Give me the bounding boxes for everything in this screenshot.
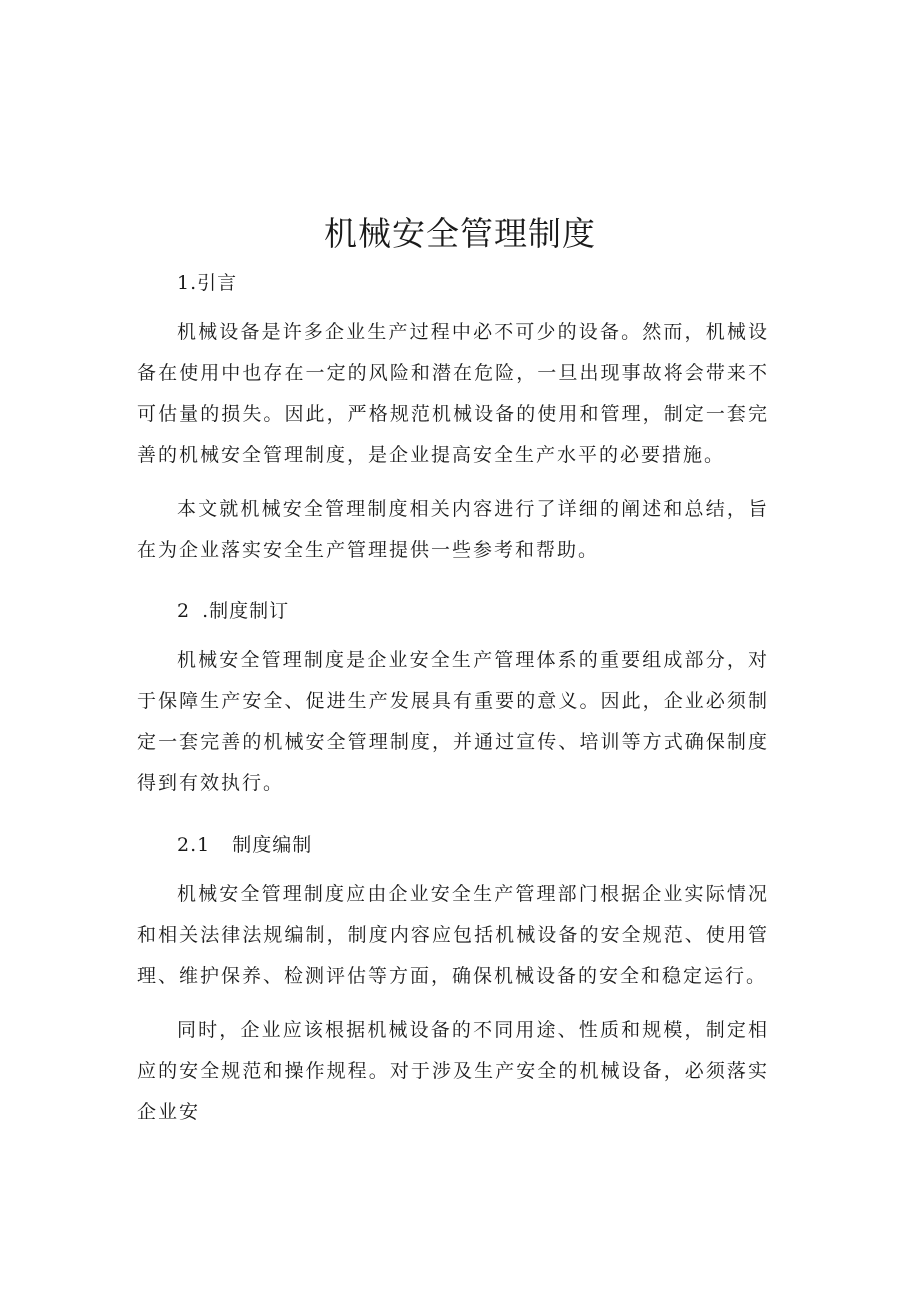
paragraph: 本文就机械安全管理制度相关内容进行了详细的阐述和总结，旨在为企业落实安全生产管理提供一些参考和帮助。 (137, 498, 769, 561)
section-heading-2 (177, 597, 289, 625)
paragraph: 机械安全管理制度应由企业安全生产管理部门根据企业实际情况和相关法律法规编制，制度内容应包括机械设备的安全规范、使用管理、维护保养、检测评估等方面，确保机械设备的安全和稳定运行。 (137, 883, 769, 987)
section-number: 1. (177, 272, 198, 294)
section-heading-text: 制度编制 (232, 834, 313, 856)
section-heading-1 (177, 269, 237, 297)
section-heading-text: 引言 (197, 272, 238, 294)
paragraph: 同时，企业应该根据机械设备的不同用途、性质和规模，制定相应的安全规范和操作规程。对于涉及生产安全的机械设备，必须落实企业安 (137, 1019, 769, 1123)
section-heading-2-1 (177, 831, 312, 859)
document-title: 机械安全管理制度 (324, 214, 596, 253)
paragraph: 机械设备是许多企业生产过程中必不可少的设备。然而，机械设备在使用中也存在一定的风险和潜在危险，一旦出现事故将会带来不可估量的损失。因此，严格规范机械设备的使用和管理，制定一套完善的机械安全管理制度，是企业提高安全生产水平的必要措施。 (137, 321, 769, 466)
section-number: 2 (177, 600, 191, 622)
section-heading-text: .制度制订 (202, 600, 290, 622)
section-number: 2.1 (177, 834, 211, 856)
paragraph: 机械安全管理制度是企业安全生产管理体系的重要组成部分，对于保障生产安全、促进生产发展具有重要的意义。因此，企业必须制定一套完善的机械安全管理制度，并通过宣传、培训等方式确保制度得到有效执行。 (137, 649, 769, 794)
